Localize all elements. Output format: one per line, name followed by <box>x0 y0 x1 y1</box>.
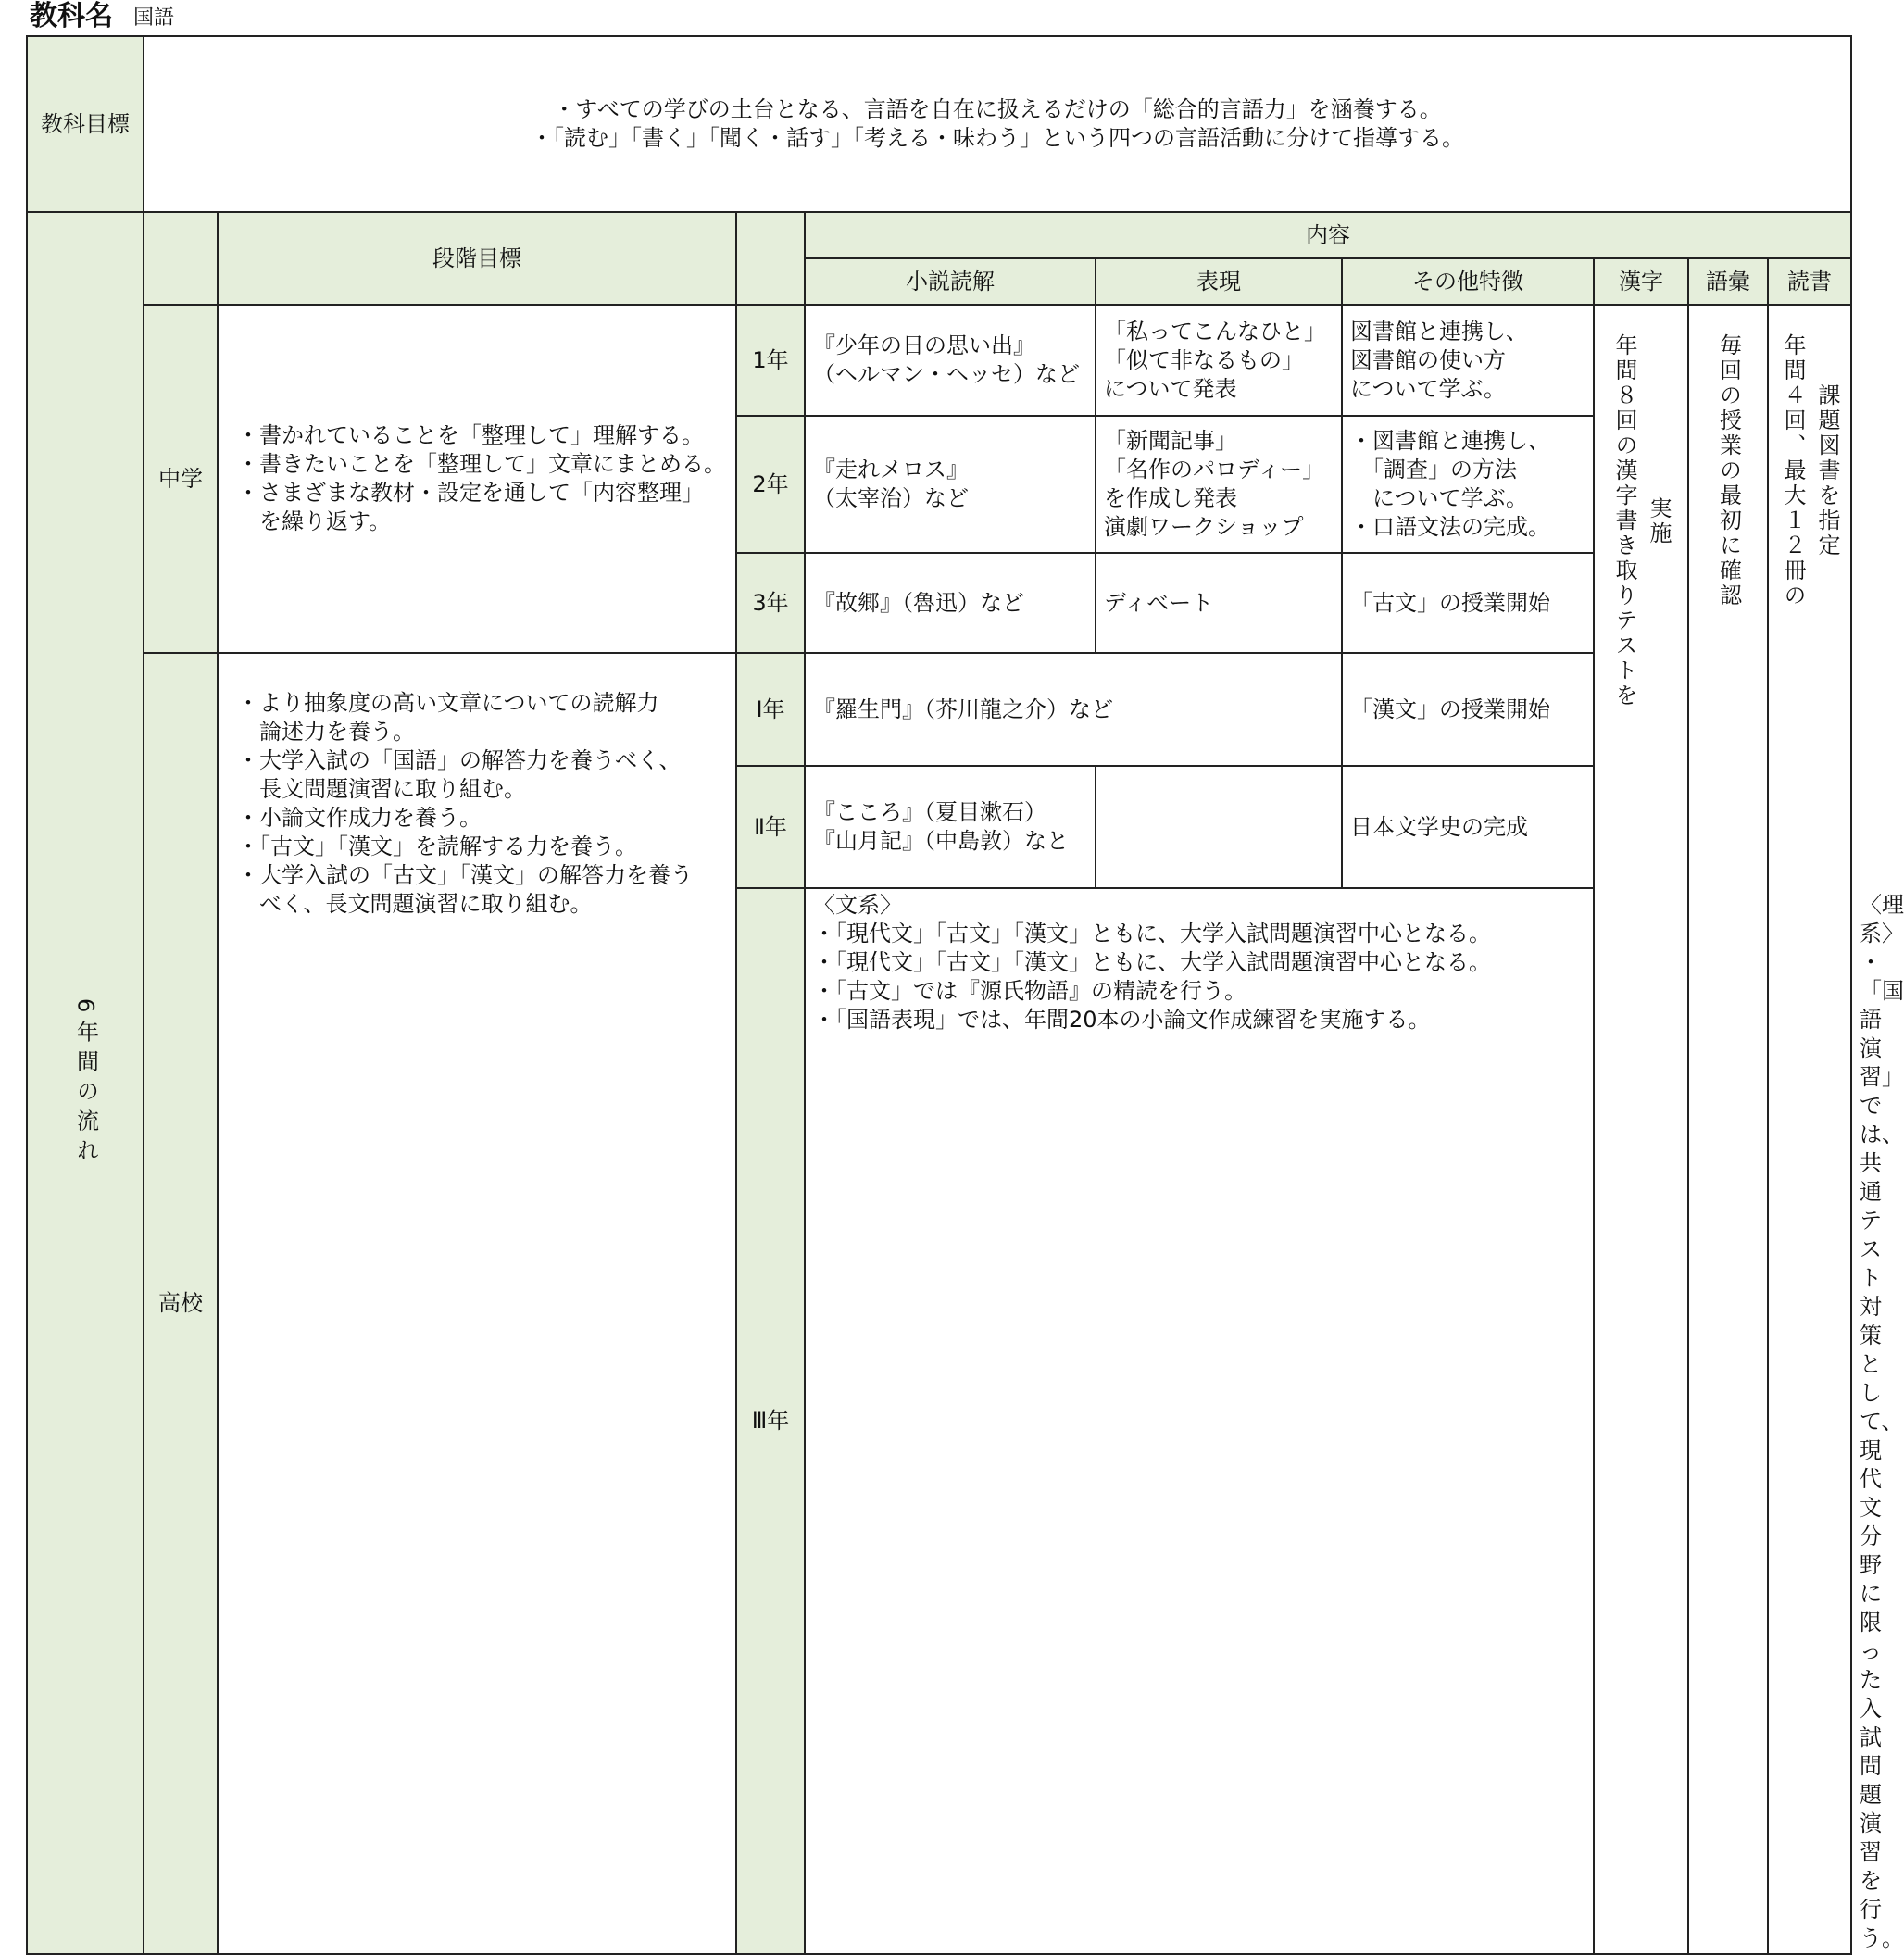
humanities-line: 〈文系〉 <box>813 892 902 918</box>
high-goal-line: ・より抽象度の高い文章についての読解力 <box>237 690 659 716</box>
year-label: 1年 <box>736 305 805 416</box>
humanities-cell <box>805 888 1594 1954</box>
kanji-line: 年間８回の漢字書き取りテストを <box>1611 333 1637 708</box>
high-goal-line: 論述力を養う。 <box>259 719 415 745</box>
expression-cell: ディベート <box>1096 553 1342 653</box>
middle-goal-line: ・書かれていることを「整理して」理解する。 <box>237 422 704 448</box>
other-line: ・図書館と連携し、 <box>1350 428 1550 454</box>
novel-line: 『少年の日の思い出』 <box>813 332 1035 358</box>
other-line: 図書館と連携し、 <box>1350 318 1528 345</box>
header-blank <box>144 212 218 305</box>
novel-cell <box>805 305 1096 416</box>
high-goal-line: ・「古文」「漢文」を読解する力を養う。 <box>237 833 637 859</box>
reading-cell <box>1768 305 1851 1954</box>
flow-label-text: 6年間の流れ <box>72 997 99 1169</box>
high-goal-line: ・大学入試の「古文」「漢文」の解答力を養う <box>237 862 693 888</box>
middle-goal-line: を繰り返す。 <box>259 508 392 534</box>
middle-goal-line: ・さまざまな教材・設定を通して「内容整理」 <box>237 480 704 506</box>
header-reading: 読書 <box>1768 258 1851 305</box>
vocab-cell <box>1688 305 1768 1954</box>
header-year-blank <box>736 212 805 305</box>
header-expression: 表現 <box>1096 258 1342 305</box>
novel-cell: 『羅生門』（芥川龍之介）など <box>805 653 1342 766</box>
kanji-cell <box>1594 305 1688 1954</box>
expression-line: について発表 <box>1104 375 1237 402</box>
year-label: Ⅱ年 <box>736 766 805 888</box>
other-line: 図書館の使い方 <box>1350 346 1506 373</box>
header-content: 内容 <box>805 212 1851 258</box>
humanities-line: ・「古文」では『源氏物語』の精読を行う。 <box>813 978 1246 1004</box>
flow-label <box>27 212 144 1954</box>
novel-line: （太宰治）など <box>813 485 969 511</box>
subject-label: 教科名 <box>30 0 113 32</box>
high-goal-line: ・大学入試の「国語」の解答力を養うべく、 <box>237 747 682 773</box>
novel-cell <box>805 416 1096 553</box>
expression-line: 「新聞記事」 <box>1104 428 1237 454</box>
expression-cell <box>1096 305 1342 416</box>
goal-label: 教科目標 <box>27 36 144 212</box>
humanities-line: ・「現代文」「古文」「漢文」ともに、大学入試問題演習中心となる。 <box>813 921 1491 946</box>
expression-cell <box>1096 416 1342 553</box>
header-other: その他特徴 <box>1342 258 1594 305</box>
novel-line: 『こころ』（夏目漱石） <box>813 799 1046 825</box>
reading-line: 課題図書を指定 <box>1814 383 1840 558</box>
expression-line: 演劇ワークショップ <box>1104 514 1304 540</box>
other-cell: 「漢文」の授業開始 <box>1342 653 1594 766</box>
high-goal-line: 長文問題演習に取り組む。 <box>259 776 526 802</box>
novel-line: （ヘルマン・ヘッセ）など <box>813 361 1080 387</box>
other-line: について学ぶ。 <box>1372 485 1528 511</box>
high-goal-line: ・小論文作成力を養う。 <box>237 805 482 831</box>
header-novel: 小説読解 <box>805 258 1096 305</box>
humanities-line: ・「現代文」「古文」「漢文」ともに、大学入試問題演習中心となる。 <box>813 949 1491 975</box>
novel-line: 『山月記』（中島敦）なと <box>813 828 1069 854</box>
novel-cell: 『故郷』（魯迅）など <box>805 553 1096 653</box>
high-goal-line: べく、長文問題演習に取り組む。 <box>259 891 593 917</box>
other-cell <box>1342 416 1594 553</box>
other-line: ・口語文法の完成。 <box>1350 514 1550 540</box>
expression-line: 「似て非なるもの」 <box>1104 346 1304 373</box>
expression-line: 「私ってこんなひと」 <box>1104 318 1326 345</box>
humanities-line: ・「国語表現」では、年間20本の小論文作成練習を実施する。 <box>813 1007 1431 1033</box>
novel-line: 『走れメロス』 <box>813 457 969 482</box>
subject-title <box>30 2 174 33</box>
middle-label: 中学 <box>144 305 218 653</box>
curriculum-table: 教科目標 ・すべての学びの土台となる、言語を自在に扱えるだけの「総合的言語力」を涵養する。 ・「読む」「書く」「聞く・話す」「考える・味わう」という四つの言語活動に分けて指導する。 6年間の流れ 段階目標 内容 小説読解 表現 その他特徴 漢字 語彙 読書 中学 ・書かれていることを「整理して」理解する。 ・書きたいことを「整理して」文章にまとめる。 ・さまざまな教材・設定を通して「内容整理」 を繰り返す。 1年 『少年の日の思い出』 （ヘルマン・ヘッセ）など 「私ってこんなひと」 「似て非なるもの」 について発表 図書館と連携し、 図書館の使い方 について学ぶ。 年間８回の漢字書き取りテストを 実施 毎回の授業の最初に確認 年間４回、最大１２冊の 課題図書を指定 2年 『走れメロス』 （太宰治）など 「新聞記事」 「名作のパロディー」 を作成し発表 演劇ワークショップ ・図書館と連携し、 「調査」の方法 について学ぶ。 ・口語文法の完成。 3年 『故郷』（魯迅）など ディベート 「古文」の授業開始 高校 ・より抽象度の高い文章についての読解力 論述力を養う。 ・大学入試の「国語」の解答力を養うべく、 長文問題演習に取り組む。 ・小論文作成力を養う。 ・「古文」「漢文」を読解する力を養う。 ・大学入試の「古文」「漢文」の解答力を養う べく、長文問題演習に取り組む。 Ⅰ年 『羅生門』（芥川龍之介）など 「漢文」の授業開始 Ⅱ年 『こころ』（夏目漱石） 『山月記』（中島敦）なと 日本文学史の完成 Ⅲ年 〈文系〉 ・「現代文」「古文」「漢文」ともに、大学入試問題演習中心となる。 ・「現代文」「古文」「漢文」ともに、大学入試問題演習中心となる。 ・「古文」では『源氏物語』の精読を行う。 ・「国語表現」では、年間20本の小論文作成練習を実施する。 〈理系〉 ・「国語演習」では、共 通テスト対策として、現 代文分野に限った入 試問題演習を行う。 <box>26 35 1852 1955</box>
goal-line: ・「読む」「書く」「聞く・話す」「考える・味わう」という四つの言語活動に分けて指導する。 <box>531 125 1464 151</box>
other-cell: 「古文」の授業開始 <box>1342 553 1594 653</box>
subject-value: 国語 <box>133 6 175 30</box>
novel-cell <box>805 766 1096 888</box>
goal-text <box>144 36 1851 212</box>
other-cell <box>1342 305 1594 416</box>
header-kanji: 漢字 <box>1594 258 1688 305</box>
expression-line: を作成し発表 <box>1104 485 1237 511</box>
year-label: Ⅰ年 <box>736 653 805 766</box>
header-vocab: 語彙 <box>1688 258 1768 305</box>
middle-goals <box>218 305 736 653</box>
high-goals <box>218 653 736 1954</box>
other-cell: 日本文学史の完成 <box>1342 766 1594 888</box>
middle-goal-line: ・書きたいことを「整理して」文章にまとめる。 <box>237 451 726 477</box>
year-label: 2年 <box>736 416 805 553</box>
year-label: 3年 <box>736 553 805 653</box>
other-line: 「調査」の方法 <box>1361 457 1517 482</box>
other-line: について学ぶ。 <box>1350 375 1506 402</box>
kanji-line: 実施 <box>1646 495 1672 546</box>
year-label: Ⅲ年 <box>736 888 805 1954</box>
goal-line: ・すべての学びの土台となる、言語を自在に扱えるだけの「総合的言語力」を涵養する。 <box>553 96 1442 122</box>
high-label: 高校 <box>144 653 218 1954</box>
expression-cell <box>1096 766 1342 888</box>
vocab-line: 毎回の授業の最初に確認 <box>1715 333 1742 608</box>
reading-line: 年間４回、最大１２冊の <box>1780 333 1806 608</box>
expression-line: 「名作のパロディー」 <box>1104 457 1325 482</box>
header-stage-goal: 段階目標 <box>218 212 736 305</box>
